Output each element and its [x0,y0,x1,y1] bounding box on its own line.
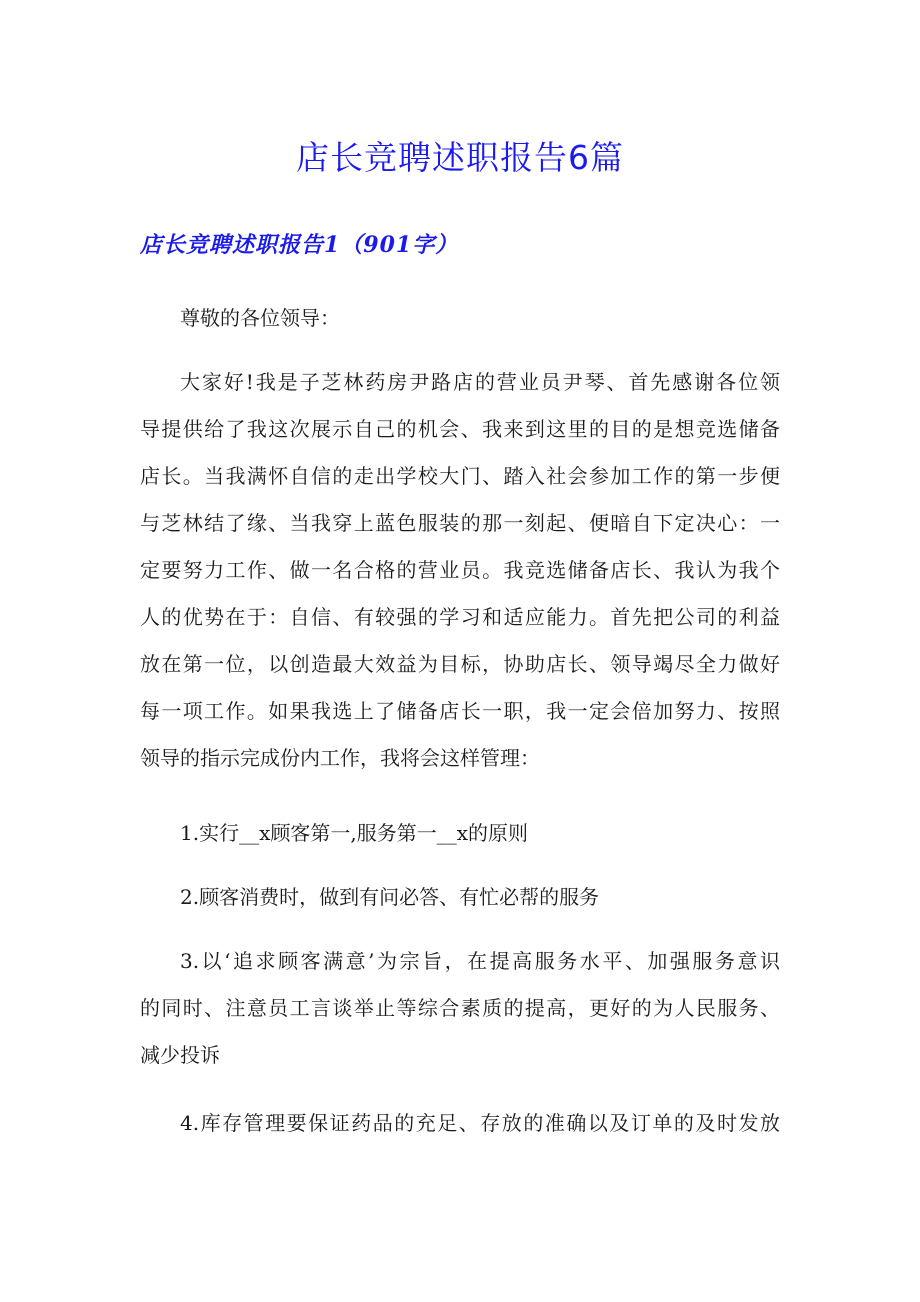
list-item-line: 减少投诉 [140,1043,220,1067]
paragraph-line: 人的优势在于：自信、有较强的学习和适应能力。首先把公司的利益 [140,605,780,629]
list-item-2: 2.顾客消费时，做到有问必答、有忙必帮的服务 [180,885,600,909]
paragraph-line: 领导的指示完成份内工作，我将会这样管理： [140,746,540,770]
paragraph-line: 大家好!我是子芝林药房尹路店的营业员尹琴、首先感谢各位领 [180,370,780,394]
paragraph-line: 导提供给了我这次展示自己的机会、我来到这里的目的是想竞选储备 [140,417,780,441]
list-item-1: 1.实行__x顾客第一,服务第一__x的原则 [180,821,528,845]
document-title: 店长竞聘述职报告6篇 [296,138,624,177]
paragraph-line: 每一项工作。如果我选上了储备店长一职，我一定会倍加努力、按照 [140,699,780,723]
paragraph-line: 与芝林结了缘、当我穿上蓝色服装的那一刻起、便暗自下定决心：一 [140,511,780,535]
salutation: 尊敬的各位领导： [180,306,340,330]
list-item-4: 4.库存管理要保证药品的充足、存放的准确以及订单的及时发放 [180,1111,780,1135]
section-heading: 店长竞聘述职报告1（901字） [140,232,459,258]
paragraph-line: 放在第一位，以创造最大效益为目标，协助店长、领导竭尽全力做好 [140,652,780,676]
paragraph-line: 定要努力工作、做一名合格的营业员。我竞选储备店长、我认为我个 [140,558,780,582]
list-item-line: 3.以‘追求顾客满意’为宗旨，在提高服务水平、加强服务意识 [180,949,780,973]
paragraph-line: 店长。当我满怀自信的走出学校大门、踏入社会参加工作的第一步便 [140,464,780,488]
list-item-line: 的同时、注意员工言谈举止等综合素质的提高，更好的为人民服务、 [140,996,780,1020]
